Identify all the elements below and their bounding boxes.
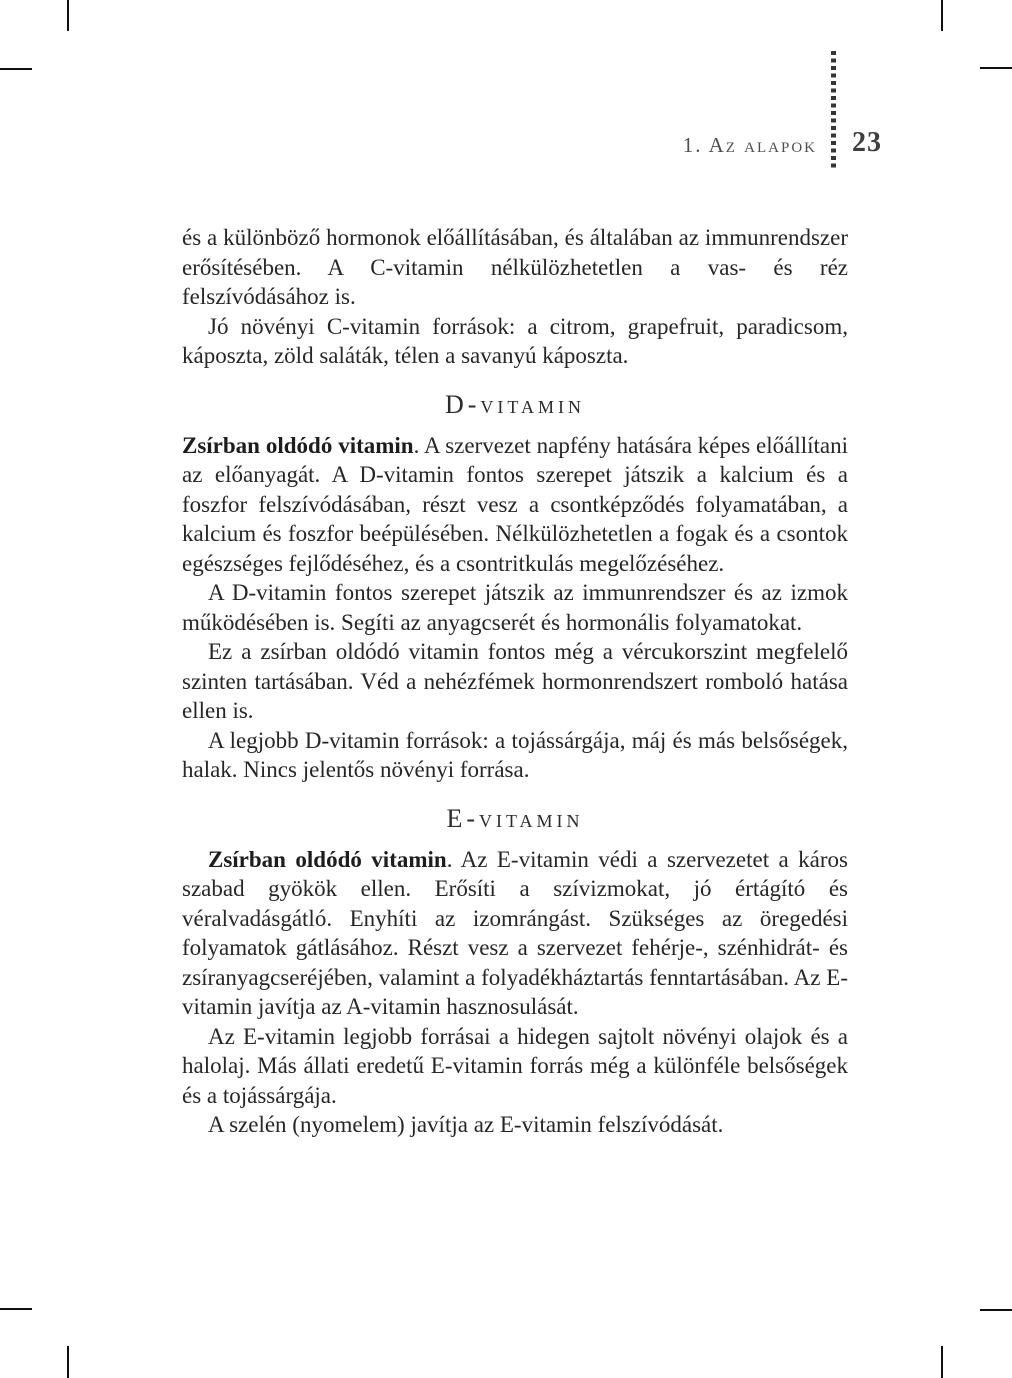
paragraph-e-vitamin-description-text: . Az E-vitamin védi a szervezetet a káros szabad gyökök ellen. Erősíti a szívizmokat, jó értágító és véralvadásgátló. Enyhíti az izomrángást. Szükséges az öregedési folyamatok gátlásához. Részt vesz a szervezet fehérje-, szénhidrát- és zsíranyagcseréjében, valamint a folyadékháztartás fenntartásában. Az E-vitamin javítja az A-vitamin hasznosulását. — [182, 846, 848, 1019]
crop-mark-bottom-right-vertical — [941, 1346, 943, 1378]
bold-lead-d-vitamin: Zsírban oldódó vitamin — [182, 432, 414, 458]
section-heading-e-vitamin: E-vitamin — [446, 803, 584, 833]
running-header-chapter: 1. Az alapok — [682, 133, 817, 157]
paragraph-d-vitamin-sources: A legjobb D-vitamin források: a tojássárgája, máj és más belsőségek, halak. Nincs jelentős növényi forrása. — [182, 727, 848, 782]
paragraph-d-vitamin-description — [182, 431, 848, 579]
paragraph-e-vitamin-description — [182, 845, 848, 1022]
page-body — [182, 223, 848, 1140]
header-dotted-divider — [831, 51, 836, 170]
crop-mark-bottom-right-horizontal — [980, 1309, 1012, 1311]
crop-mark-top-left-horizontal — [0, 68, 32, 70]
bold-lead-e-vitamin: Zsírban oldódó vitamin — [208, 846, 447, 872]
paragraph-c-vitamin-continuation: és a különböző hormonok előállításában, és általában az immunrendszer erősítésében. A C-vitamin nélkülözhetetlen a vas- és réz felszívódásához is. — [182, 225, 848, 309]
paragraph-d-vitamin-blood-sugar: Ez a zsírban oldódó vitamin fontos még a vércukorszint megfelelő szinten tartásában. Véd a nehézfémek hormonrendszert romboló hatása ellen is. — [182, 639, 848, 723]
paragraph-e-vitamin-selenium: A szelén (nyomelem) javítja az E-vitamin felszívódását. — [208, 1112, 724, 1137]
crop-mark-top-left-vertical — [67, 0, 69, 31]
paragraph-d-vitamin-description-text: . A szervezet napfény hatására képes előállítani az előanyagát. A D-vitamin fontos szerepet játszik a kalcium és a foszfor felszívódásában, részt vesz a csontképződés folyamatában, a kalcium és foszfor beépülésében. Nélkülözhetetlen a fogak és a csontok egészséges fejlődéséhez, és a csontritkulás megelőzéséhez. — [182, 432, 849, 576]
crop-mark-bottom-left-vertical — [67, 1346, 69, 1378]
crop-mark-top-right-vertical — [941, 0, 943, 31]
crop-mark-bottom-left-horizontal — [0, 1308, 32, 1310]
paragraph-d-vitamin-immune: A D-vitamin fontos szerepet játszik az immunrendszer és az izmok működésében is. Segíti az anyagcserét és hormonális folyamatokat. — [182, 580, 848, 635]
section-heading-d-vitamin: D-vitamin — [445, 389, 585, 419]
page-number: 23 — [852, 127, 882, 158]
crop-mark-top-right-horizontal — [980, 67, 1012, 69]
paragraph-e-vitamin-sources: Az E-vitamin legjobb forrásai a hidegen sajtolt növényi olajok és a halolaj. Más állati eredetű E-vitamin forrás még a különféle belsőségek és a tojássárgája. — [182, 1023, 848, 1108]
paragraph-c-vitamin-sources: Jó növényi C-vitamin források: a citrom, grapefruit, paradicsom, káposzta, zöld saláták, télen a savanyú káposzta. — [182, 313, 848, 368]
